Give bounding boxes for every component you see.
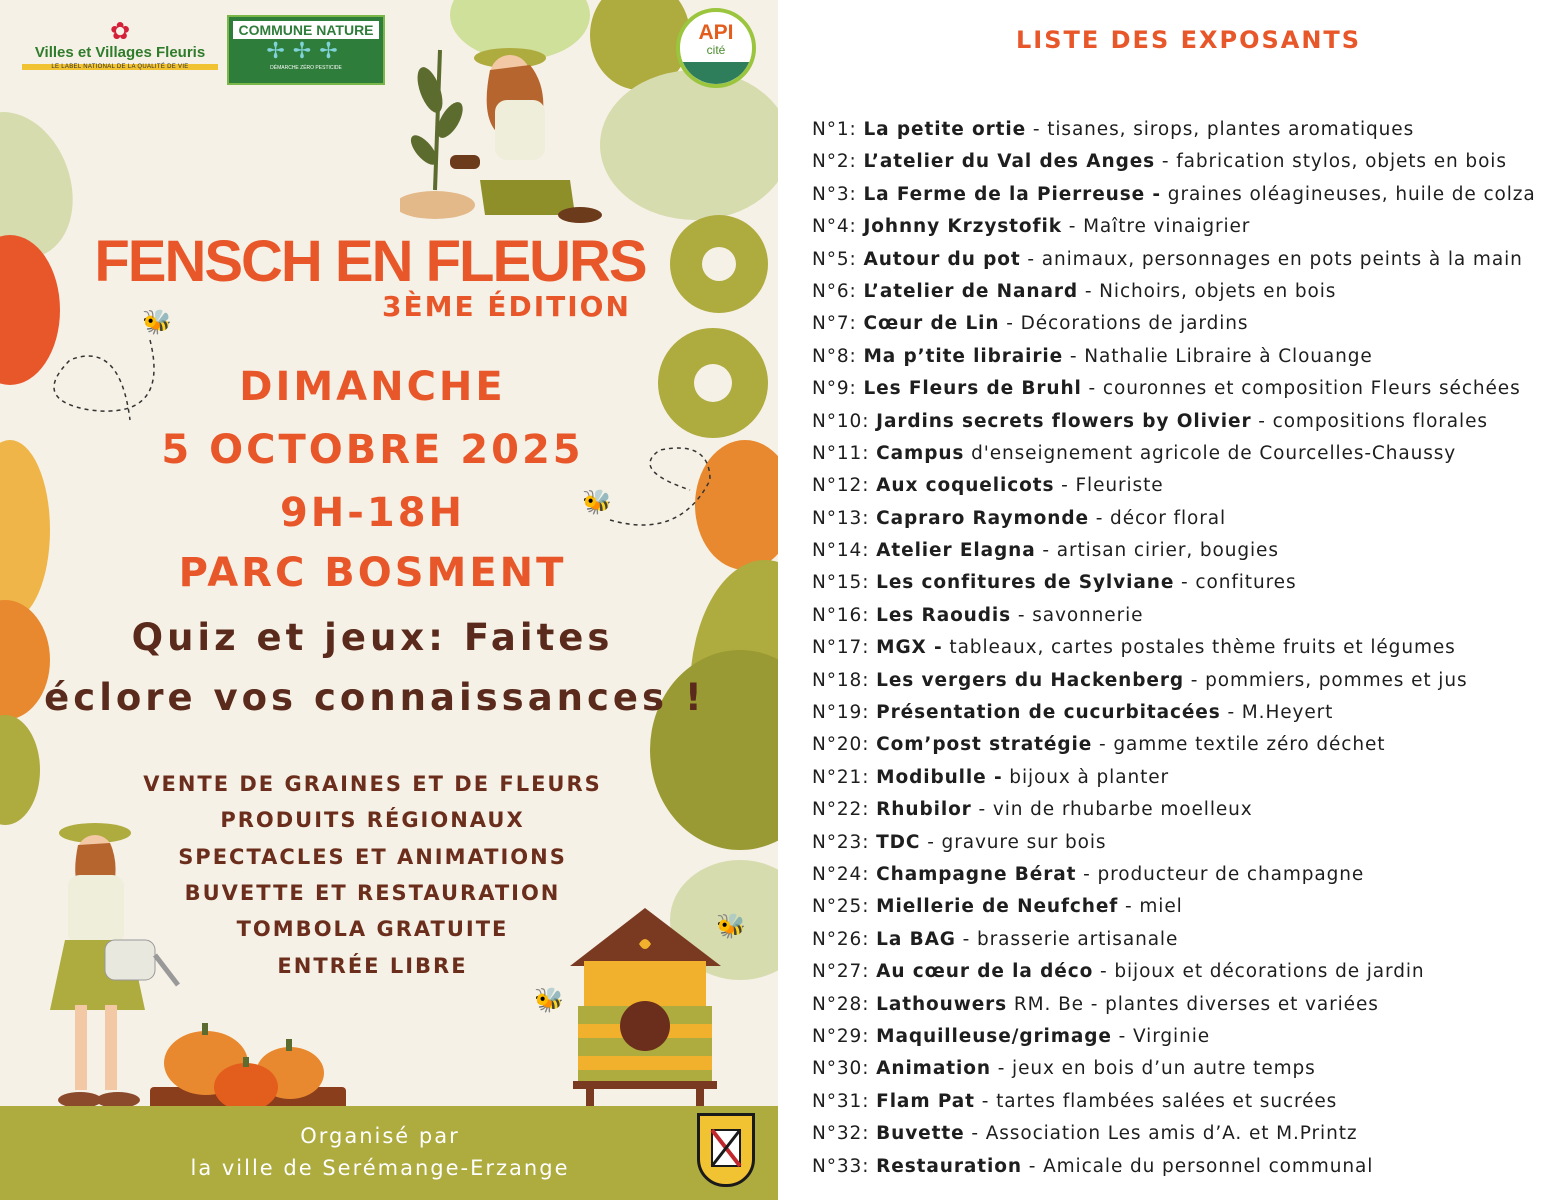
exhibitor-name: L’atelier de Nanard	[863, 280, 1079, 302]
exhibitor-description: - compositions florales	[1251, 410, 1488, 432]
exhibitor-item	[812, 989, 1547, 1021]
exhibitor-description: - producteur de champagne	[1076, 863, 1365, 885]
exhibitor-list	[812, 114, 1547, 1183]
exhibitor-item	[812, 859, 1547, 891]
exhibitor-description: RM. Be - plantes diverses et variées	[1007, 993, 1379, 1015]
exhibitor-item	[812, 211, 1547, 243]
exhibitor-number: N°28:	[812, 993, 870, 1015]
exhibitor-number: N°6:	[812, 280, 857, 302]
exhibitor-number: N°7:	[812, 313, 857, 335]
exhibitor-item	[812, 600, 1547, 632]
exhibitor-description: - animaux, personnages en pots peints à la main	[1020, 248, 1523, 270]
exhibitor-item	[812, 762, 1547, 794]
event-edition: 3ÈME ÉDITION	[382, 290, 631, 323]
exhibitor-item	[812, 891, 1547, 923]
exhibitor-name: Atelier Elagna	[876, 540, 1036, 562]
exhibitor-number: N°22:	[812, 799, 870, 821]
cite-logo-text: cité	[706, 43, 726, 57]
exhibitor-name: La petite ortie	[863, 119, 1027, 140]
exhibitor-item	[812, 503, 1547, 535]
exhibitor-item	[812, 535, 1547, 567]
event-place: PARC BOSMENT	[178, 550, 567, 596]
exhibitor-name: Cœur de Lin	[863, 313, 1000, 335]
exhibitor-description: - gravure sur bois	[920, 831, 1107, 853]
beehive-illustration	[568, 906, 723, 1108]
exhibitor-number: N°9:	[812, 378, 857, 400]
exhibitor-item	[812, 1151, 1547, 1183]
exhibitor-name: Miellerie de Neufchef	[876, 896, 1119, 918]
bee-icon: 🐝	[716, 912, 746, 940]
exhibitor-item	[812, 924, 1547, 956]
flower-icon: ✿	[109, 17, 131, 45]
exhibitor-name: Maquilleuse/grimage	[876, 1025, 1112, 1047]
exhibitor-description: - vin de rhubarbe moelleux	[971, 799, 1253, 821]
city-skyline-icon	[680, 62, 752, 84]
bee-icon: 🐝	[582, 488, 612, 516]
exhibitor-number: N°13:	[812, 507, 870, 529]
exhibitor-description: - Décorations de jardins	[999, 313, 1249, 335]
exhibitor-name: Capraro Raymonde	[876, 507, 1089, 529]
exhibitor-number: N°20:	[812, 734, 870, 756]
exhibitor-name: Lathouwers	[876, 993, 1008, 1015]
exhibitor-name: Au cœur de la déco	[876, 961, 1094, 983]
exhibitor-description: - Maître vinaigrier	[1061, 216, 1251, 238]
exhibitor-name: Campus	[876, 442, 965, 464]
exhibitor-number: N°26:	[812, 928, 870, 950]
exhibitor-description: - confitures	[1174, 572, 1297, 594]
api-logo-text: API	[698, 21, 734, 44]
exhibitor-item	[812, 146, 1547, 178]
exhibitor-name: Rhubilor	[876, 799, 972, 821]
exhibitor-item	[812, 956, 1547, 988]
exhibitor-description: bijoux à planter	[1002, 766, 1170, 788]
exhibitor-item	[812, 1053, 1547, 1085]
exhibitor-item	[812, 1086, 1547, 1118]
exhibitor-description: - Association Les amis d’A. et M.Printz	[964, 1123, 1358, 1145]
exhibitor-number: N°4:	[812, 216, 857, 238]
green-leaf-decoration	[600, 70, 778, 220]
exhibitor-name: Les confitures de Sylviane	[876, 572, 1175, 594]
exhibitor-item	[812, 729, 1547, 761]
exhibitor-description: - miel	[1118, 896, 1183, 918]
exhibitor-number: N°27:	[812, 961, 870, 983]
event-date: 5 OCTOBRE 2025	[161, 427, 584, 473]
exhibitor-name: Les Raoudis	[876, 604, 1012, 626]
exhibitor-description: - M.Heyert	[1220, 702, 1334, 724]
exhibitor-number: N°33:	[812, 1155, 870, 1177]
feature-item: BUVETTE ET RESTAURATION	[184, 881, 561, 905]
exhibitor-name: Restauration	[876, 1155, 1022, 1177]
kneeling-gardener-illustration	[400, 40, 610, 230]
exhibitor-description: - fabrication stylos, objets en bois	[1155, 151, 1507, 173]
exhibitor-number: N°17:	[812, 637, 870, 659]
exhibitor-item	[812, 567, 1547, 599]
exhibitor-number: N°3:	[812, 183, 857, 205]
feature-item: PRODUITS RÉGIONAUX	[220, 808, 525, 832]
bee-icon: 🐝	[534, 986, 564, 1014]
exhibitor-item	[812, 665, 1547, 697]
exhibitor-number: N°12:	[812, 475, 870, 497]
exhibitor-number: N°24:	[812, 863, 870, 885]
api-cite-logo	[676, 8, 756, 88]
vvf-logo-subtitle: LE LABEL NATIONAL DE LA QUALITÉ DE VIE	[22, 64, 218, 70]
exhibitor-item	[812, 697, 1547, 729]
commune-nature-logo	[227, 15, 385, 85]
exhibitor-item	[812, 1118, 1547, 1150]
exhibitor-name: Ma p’tite librairie	[863, 345, 1064, 367]
exhibitor-number: N°11:	[812, 442, 870, 464]
vvf-logo-title: Villes et Villages Fleuris	[34, 44, 206, 61]
exhibitor-name: L’atelier du Val des Anges	[863, 151, 1156, 173]
exhibitor-item	[812, 406, 1547, 438]
exhibitor-item	[812, 1021, 1547, 1053]
exhibitor-description: - brasserie artisanale	[955, 928, 1179, 950]
exhibitor-number: N°14:	[812, 540, 870, 562]
exhibitor-number: N°5:	[812, 248, 857, 270]
exhibitor-item	[812, 114, 1547, 146]
exhibitor-description: - Nathalie Libraire à Clouange	[1063, 345, 1373, 367]
exhibitor-item	[812, 308, 1547, 340]
exhibitor-name: Autour du pot	[863, 248, 1021, 270]
exhibitor-description: - bijoux et décorations de jardin	[1093, 961, 1425, 983]
exhibitor-number: N°30:	[812, 1058, 870, 1080]
exhibitor-number: N°1:	[812, 119, 857, 140]
cn-logo-subtitle: DÉMARCHE ZÉRO PESTICIDE	[270, 65, 342, 71]
exhibitor-item	[812, 276, 1547, 308]
exhibitor-number: N°29:	[812, 1025, 870, 1047]
quiz-line-1: Quiz et jeux: Faites	[131, 616, 614, 659]
pumpkins-illustration	[148, 1015, 348, 1120]
feature-item: ENTRÉE LIBRE	[277, 954, 468, 978]
exhibitor-description: graines oléagineuses, huile de colza	[1161, 183, 1536, 205]
exhibitor-number: N°25:	[812, 896, 870, 918]
exhibitor-name: La BAG	[876, 928, 956, 950]
exhibitor-item	[812, 632, 1547, 664]
exhibitor-description: - tartes flambées salées et sucrées	[974, 1090, 1338, 1112]
feature-item: VENTE DE GRAINES ET DE FLEURS	[143, 772, 602, 796]
exhibitor-number: N°15:	[812, 572, 870, 594]
exhibitor-item	[812, 244, 1547, 276]
exhibitor-description: tableaux, cartes postales thème fruits et légumes	[942, 637, 1456, 659]
exhibitor-description: - décor floral	[1088, 507, 1227, 529]
exhibitor-number: N°19:	[812, 702, 870, 724]
exhibitor-description: - Fleuriste	[1054, 475, 1164, 497]
exhibitor-name: Les Fleurs de Bruhl	[863, 378, 1082, 400]
event-title: FENSCH EN FLEURS	[94, 229, 646, 294]
exhibitor-item	[812, 373, 1547, 405]
exhibitor-name: TDC	[876, 831, 921, 853]
exhibitor-name: Jardins secrets flowers by Olivier	[876, 410, 1252, 432]
exhibitor-description: - jeux en bois d’un autre temps	[990, 1058, 1316, 1080]
bee-icon: 🐝	[142, 308, 172, 336]
exhibitor-number: N°16:	[812, 604, 870, 626]
exhibitor-name: Buvette	[876, 1123, 965, 1145]
exhibitor-number: N°8:	[812, 345, 857, 367]
exhibitor-name: Les vergers du Hackenberg	[876, 669, 1185, 691]
exhibitor-name: La Ferme de la Pierreuse -	[863, 183, 1162, 205]
exhibitor-name: Flam Pat	[876, 1090, 975, 1112]
exhibitor-number: N°10:	[812, 410, 870, 432]
exhibitor-item	[812, 179, 1547, 211]
exhibitor-item	[812, 794, 1547, 826]
cn-logo-title: COMMUNE NATURE	[233, 21, 379, 39]
exhibitor-description: - artisan cirier, bougies	[1035, 540, 1279, 562]
exhibitor-name: Com’post stratégie	[876, 734, 1093, 756]
exhibitor-number: N°23:	[812, 831, 870, 853]
dragonfly-icon: ✢✢✢	[266, 39, 346, 64]
exhibitor-description: - Nichoirs, objets en bois	[1078, 280, 1337, 302]
exhibitor-description: - pommiers, pommes et jus	[1184, 669, 1468, 691]
exhibitor-description: - gamme textile zéro déchet	[1092, 734, 1386, 756]
exhibitor-item	[812, 827, 1547, 859]
exhibitor-description: - savonnerie	[1011, 604, 1144, 626]
exhibitor-description: - tisanes, sirops, plantes aromatiques	[1026, 119, 1415, 140]
town-crest-icon	[697, 1113, 755, 1187]
event-day: DIMANCHE	[239, 364, 506, 410]
exhibitor-name: Champagne Bérat	[876, 863, 1077, 885]
villes-villages-fleuris-logo	[22, 18, 218, 84]
exhibitor-name: Aux coquelicots	[876, 475, 1055, 497]
organizer-line-1: Organisé par	[300, 1124, 460, 1148]
organizer-line-2: la ville de Serémange-Erzange	[190, 1156, 570, 1180]
exhibitor-description: - Virginie	[1111, 1025, 1211, 1047]
event-hours: 9H-18H	[279, 490, 466, 536]
exhibitor-list-title: LISTE DES EXPOSANTS	[1016, 26, 1362, 54]
exhibitor-number: N°18:	[812, 669, 870, 691]
exhibitor-name: Animation	[876, 1058, 991, 1080]
exhibitor-number: N°31:	[812, 1090, 870, 1112]
exhibitor-name: Johnny Krzystofik	[863, 216, 1062, 238]
exhibitor-item	[812, 438, 1547, 470]
organizer-band	[0, 1106, 778, 1200]
feature-item: SPECTACLES ET ANIMATIONS	[178, 845, 567, 869]
exhibitor-description: - couronnes et composition Fleurs séchées	[1081, 378, 1521, 400]
exhibitor-name: MGX -	[876, 637, 943, 659]
exhibitor-number: N°21:	[812, 766, 870, 788]
quiz-line-2: éclore vos connaissances !	[44, 676, 706, 719]
exhibitor-description: d'enseignement agricole de Courcelles-Chaussy	[964, 442, 1457, 464]
exhibitor-name: Modibulle -	[876, 766, 1003, 788]
feature-item: TOMBOLA GRATUITE	[236, 917, 509, 941]
exhibitor-item	[812, 470, 1547, 502]
exhibitor-item	[812, 341, 1547, 373]
exhibitor-name: Présentation de cucurbitacées	[876, 702, 1221, 724]
exhibitor-number: N°2:	[812, 151, 857, 173]
exhibitor-number: N°32:	[812, 1123, 870, 1145]
exhibitor-description: - Amicale du personnel communal	[1021, 1155, 1374, 1177]
